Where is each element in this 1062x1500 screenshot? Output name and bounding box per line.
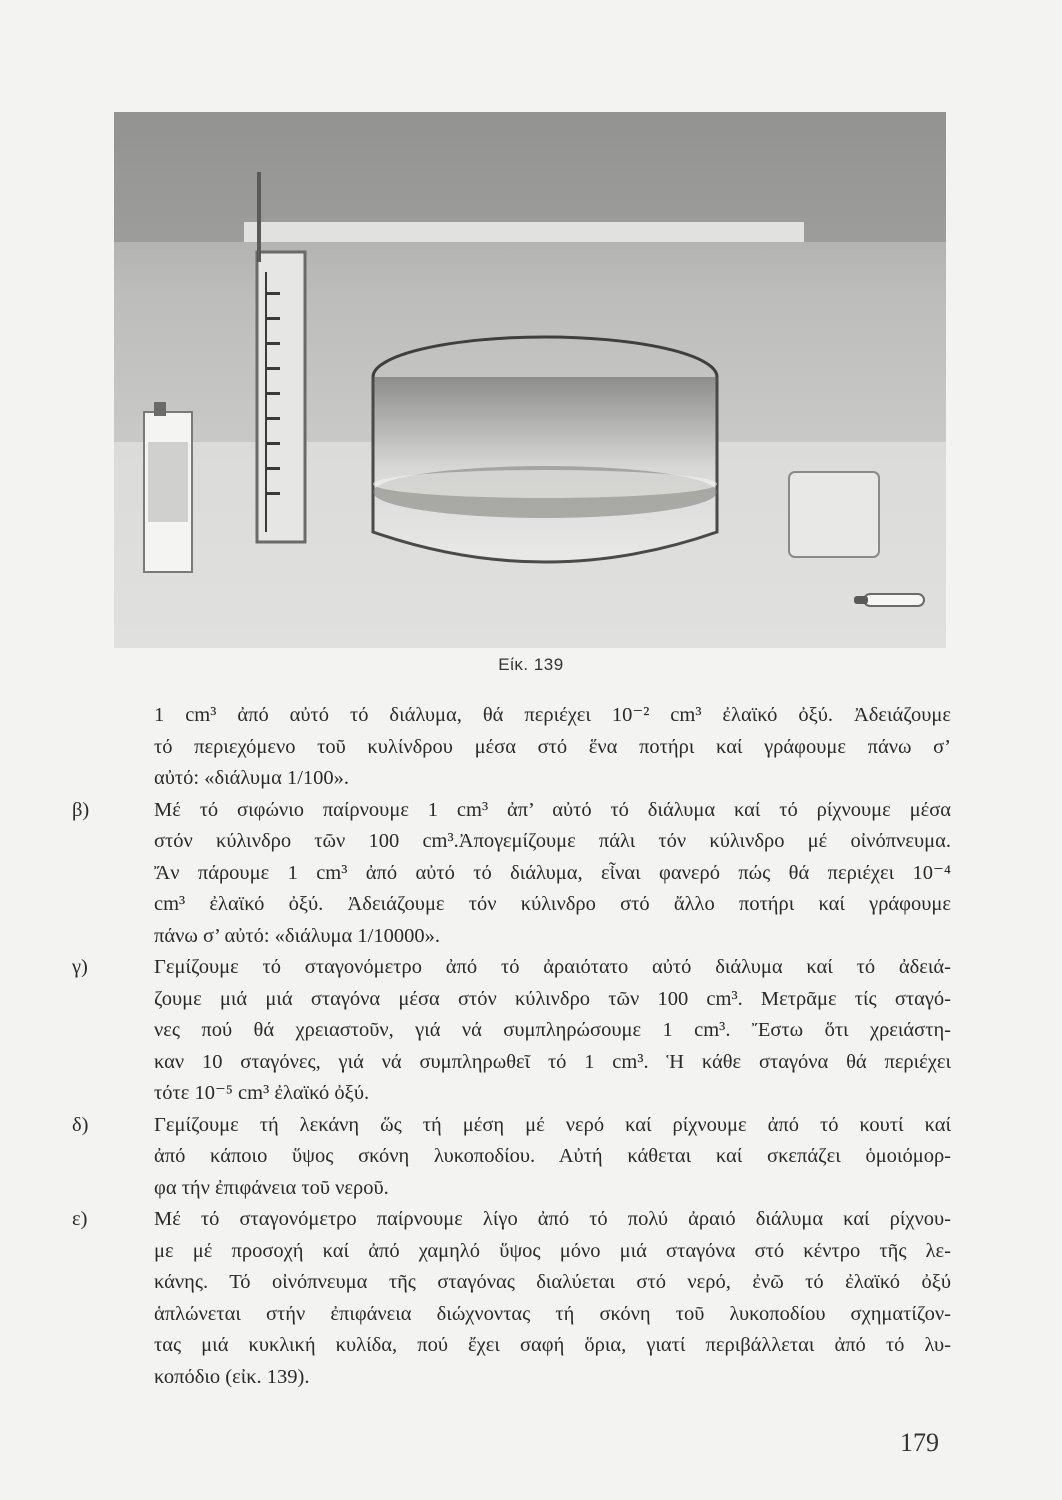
lab-setup-photo-illustration <box>114 112 946 648</box>
text-line: κάνης. Τό οἰνόπνευμα τῆς σταγόνας διαλύεται στό νερό, ἐνῶ τό ἐλαϊκό ὀξύ <box>154 1271 951 1293</box>
text-line: cm³ ἐλαϊκό ὀξύ. Ἀδειάζουμε τόν κύλινδρο στό ἄλλο ποτήρι καί γράφουμε <box>154 893 951 915</box>
item-label: ε) <box>72 1208 88 1230</box>
text-line: Μέ τό σταγονόμετρο παίρνουμε λίγο ἀπό τό πολύ ἀραιό διάλυμα καί ρίχνου- <box>154 1208 951 1230</box>
paragraph-item-d <box>72 1110 951 1205</box>
text-line: τό περιεχόμενο τοῦ κυλίνδρου μέσα στό ἕνα ποτήρι καί γράφουμε πάνω σ’ <box>154 735 951 758</box>
item-label: β) <box>72 798 90 821</box>
text-line: κοπόδιο (εἰκ. 139). <box>154 1365 310 1388</box>
item-label: δ) <box>72 1113 89 1136</box>
body-text <box>72 700 951 1393</box>
figure-photo <box>114 112 946 648</box>
text-line: καν 10 σταγόνες, γιά νά συμπληρωθεῖ τό 1 cm³. Ἡ κάθε σταγόνα θά περιέχει <box>154 1050 951 1073</box>
text-line: πάνω σ’ αὐτό: «διάλυμα 1/10000». <box>154 924 440 947</box>
text-line: 1 cm³ ἀπό αὐτό τό διάλυμα, θά περιέχει 10⁻² cm³ ἐλαϊκό ὀξύ. Ἀδειάζουμε <box>154 704 951 726</box>
text-line: ζουμε μιά μιά σταγόνα μέσα στόν κύλινδρο τῶν 100 cm³. Μετρᾶμε τίς σταγό- <box>154 987 951 1010</box>
text-line: ἁπλώνεται στήν ἐπιφάνεια διώχνοντας τή σκόνη τοῦ λυκοποδίου σχηματίζον- <box>154 1302 951 1325</box>
text-line: ἀπό κάποιο ὕψος σκόνη λυκοποδίου. Αὐτή κάθεται καί σκεπάζει ὁμοιόμορ- <box>154 1145 951 1167</box>
text-line: τότε 10⁻⁵ cm³ ἐλαϊκό ὀξύ. <box>154 1082 370 1104</box>
text-line: τας μιά κυκλική κυλίδα, πού ἔχει σαφή ὅρια, γιατί περιβάλλεται ἀπό τό λυ- <box>154 1334 951 1356</box>
paragraph-item-e <box>72 1204 951 1393</box>
paragraph-item-c <box>72 952 951 1110</box>
text-line: Γεμίζουμε τό σταγονόμετρο ἀπό τό ἀραιότατο αὐτό διάλυμα καί τό ἀδειά- <box>154 956 951 978</box>
text-line: νες πού θά χρειαστοῦν, γιά νά συμπληρώσουμε 1 cm³. Ἔστω ὅτι χρειάστη- <box>154 1019 951 1041</box>
text-line: Γεμίζουμε τή λεκάνη ὥς τή μέση μέ νερό καί ρίχνουμε ἀπό τό κουτί καί <box>154 1113 951 1136</box>
paragraph-item-b <box>72 795 951 953</box>
text-line: αὐτό: «διάλυμα 1/100». <box>154 767 350 789</box>
text-line: στόν κύλινδρο τῶν 100 cm³.Ἀπογεμίζουμε πάλι τόν κύλινδρο μέ οἰνόπνευμα. <box>154 830 951 852</box>
figure-caption: Είκ. 139 <box>498 655 564 674</box>
text-line: φα τήν ἐπιφάνεια τοῦ νεροῦ. <box>154 1176 389 1199</box>
page-number: 179 <box>900 1428 939 1457</box>
text-line: με μέ προσοχή καί ἀπό χαμηλό ὕψος μόνο μιά σταγόνα στό κέντρο τῆς λε- <box>154 1239 951 1262</box>
text-line: Μέ τό σιφώνιο παίρνουμε 1 cm³ ἀπ’ αὐτό τό διάλυμα καί τό ρίχνουμε μέσα <box>154 798 951 821</box>
text-line: Ἄν πάρουμε 1 cm³ ἀπό αὐτό τό διάλυμα, εἶναι φανερό πώς θά περιέχει 10⁻⁴ <box>154 861 951 884</box>
paragraph-intro <box>113 700 951 795</box>
item-label: γ) <box>72 956 88 978</box>
